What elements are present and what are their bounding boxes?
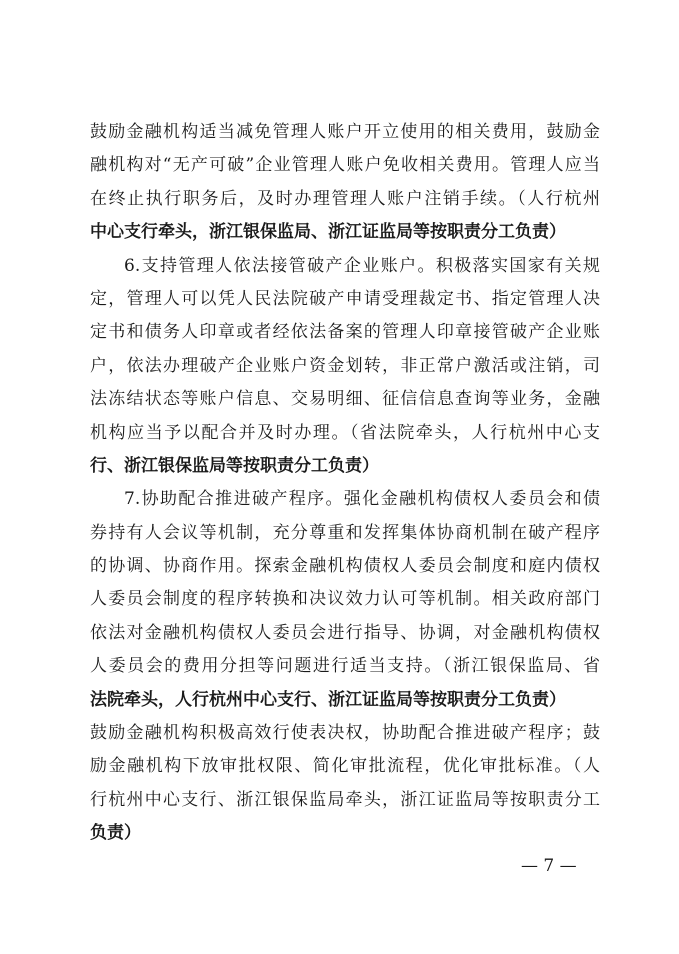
text-line: 券持有人会议等机制，充分尊重和发挥集体协商机制在破产程序 <box>90 522 600 543</box>
text-line: 行、浙江银保监局等按职责分工负责） <box>90 455 379 476</box>
text-line: 人委员会的费用分担等问题进行适当支持。（浙江银保监局、省 <box>90 656 600 677</box>
text-line: 的协调、协商作用。探索金融机构债权人委员会制度和庭内债权 <box>90 556 600 577</box>
text-line: 负责） <box>90 823 141 844</box>
text-line: 6.支持管理人依法接管破产企业账户。积极落实国家有关规 <box>124 255 600 276</box>
text-line: 中心支行牵头，浙江银保监局、浙江证监局等按职责分工负责） <box>90 222 566 243</box>
page-number: — 7 — <box>521 856 577 876</box>
text-line: 法冻结状态等账户信息、交易明细、征信信息查询等业务，金融 <box>90 389 600 410</box>
text-line: 法院牵头，人行杭州中心支行、浙江证监局等按职责分工负责） <box>90 689 566 710</box>
text-line: 行杭州中心支行、浙江银保监局牵头，浙江证监局等按职责分工 <box>90 789 600 810</box>
text-line: 户，依法办理破产企业账户资金划转，非正常户激活或注销，司 <box>90 355 600 376</box>
text-line: 定，管理人可以凭人民法院破产申请受理裁定书、指定管理人决 <box>90 288 600 309</box>
text-line: 定书和债务人印章或者经依法备案的管理人印章接管破产企业账 <box>90 322 600 343</box>
body-text <box>90 116 600 851</box>
text-line: 鼓励金融机构适当减免管理人账户开立使用的相关费用，鼓励金 <box>90 122 600 142</box>
text-line: 在终止执行职务后，及时办理管理人账户注销手续。（人行杭州 <box>90 188 600 209</box>
text-line: 励金融机构下放审批权限、简化审批流程，优化审批标准。（人 <box>90 756 600 777</box>
text-line: 依法对金融机构债权人委员会进行指导、协调，对金融机构债权 <box>90 622 600 643</box>
text-line: 人委员会制度的程序转换和决议效力认可等机制。相关政府部门 <box>90 589 600 610</box>
text-line: 7.协助配合推进破产程序。强化金融机构债权人委员会和债 <box>124 489 600 510</box>
text-line: 机构应当予以配合并及时办理。（省法院牵头，人行杭州中心支 <box>90 422 600 443</box>
text-line: 鼓励金融机构积极高效行使表决权，协助配合推进破产程序；鼓 <box>90 723 600 744</box>
text-line: 融机构对“无产可破”企业管理人账户免收相关费用。管理人应当 <box>90 155 600 176</box>
